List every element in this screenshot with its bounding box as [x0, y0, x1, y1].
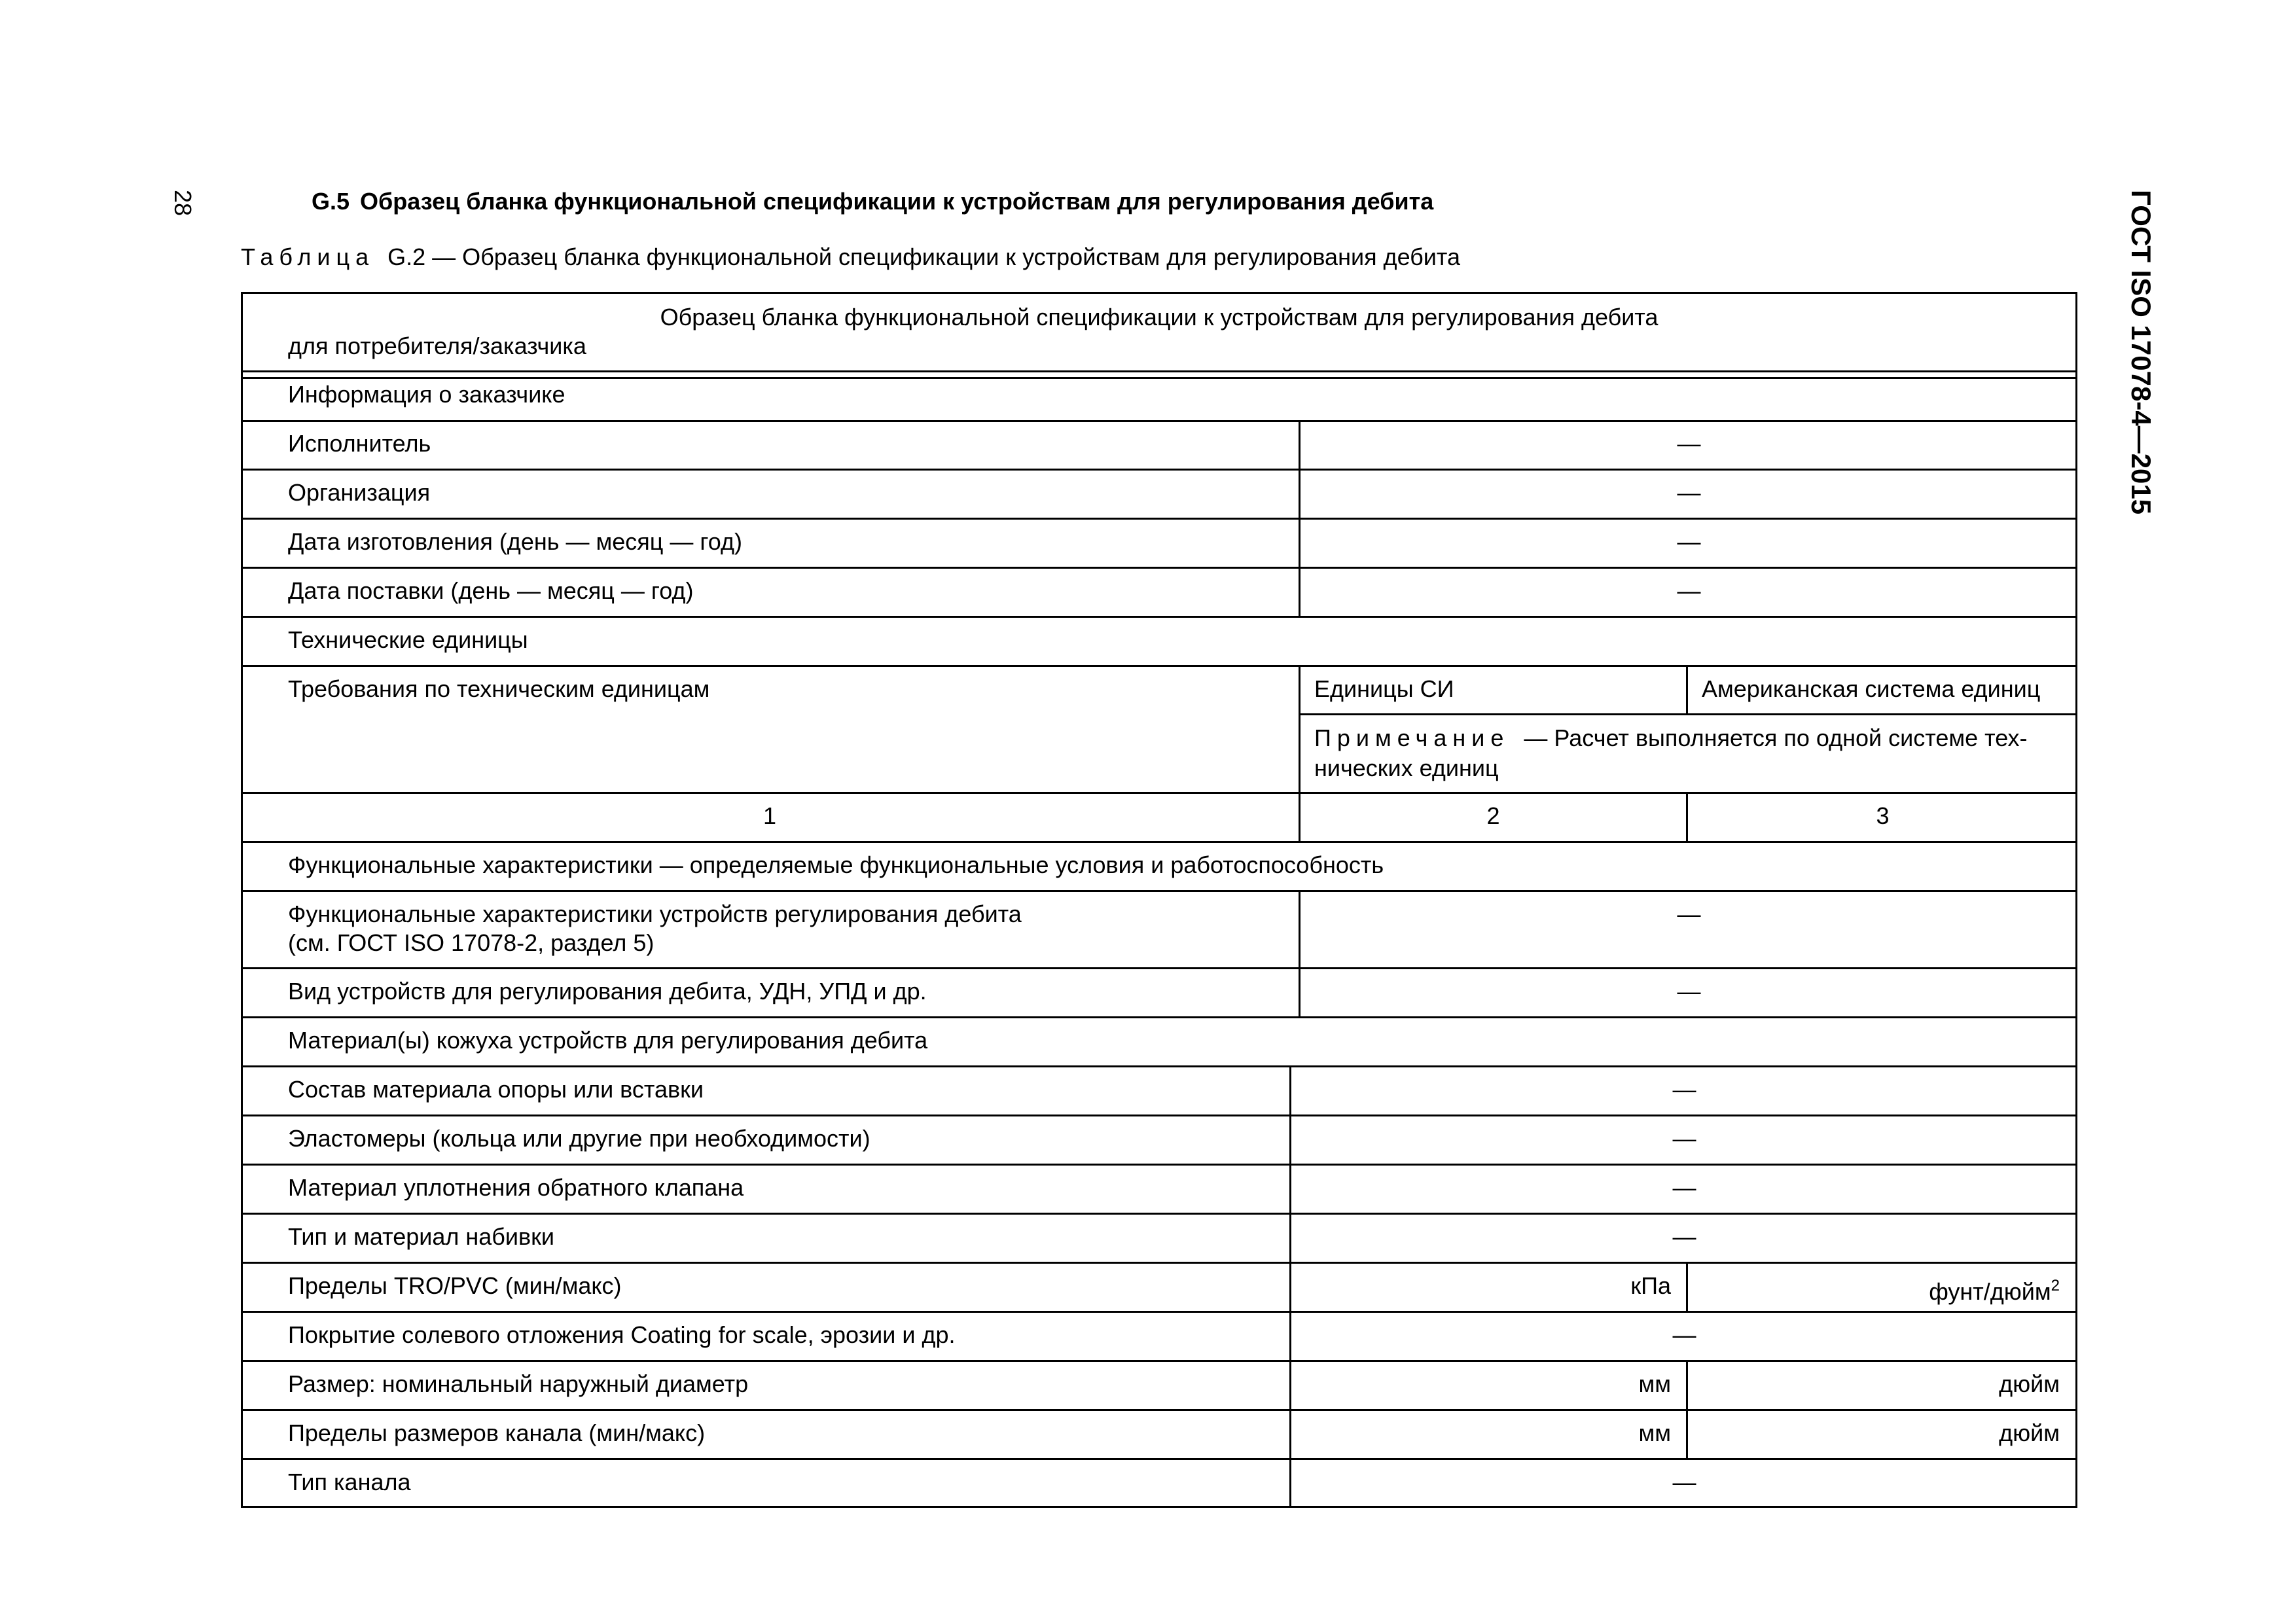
row-divider	[241, 1115, 2077, 1116]
row-divider	[241, 1164, 2077, 1166]
row-divider	[241, 469, 2077, 471]
column-number: 1	[762, 802, 777, 829]
row-label: Эластомеры (кольца или другие при необходимости)	[288, 1125, 870, 1152]
row-divider	[241, 420, 2077, 422]
row-divider	[241, 567, 2077, 569]
row-divider	[241, 1458, 2077, 1460]
row-label: Пределы TRO/PVC (мин/макс)	[288, 1272, 622, 1299]
row-value: —	[1677, 577, 1701, 604]
section-title: Образец бланка функциональной спецификации к устройствам для регулирования дебита	[360, 188, 1434, 215]
page-number: 28	[170, 190, 196, 217]
row-value: —	[1677, 430, 1701, 457]
row-divider	[241, 1311, 2077, 1313]
row-value: —	[1672, 1125, 1696, 1152]
row-divider	[241, 1213, 2077, 1215]
row-label: Дата поставки (день — месяц — год)	[288, 577, 694, 604]
row-value: —	[1672, 1076, 1696, 1103]
row-value: —	[1672, 1223, 1696, 1250]
row-divider	[241, 377, 2077, 379]
functional-row-label-line1: Функциональные характеристики устройств регулирования дебита	[288, 901, 1022, 927]
note-word: Примечание	[1314, 724, 1510, 751]
note-line-1: — Расчет выполняется по одной системе тех-	[1524, 724, 2028, 751]
units-heading: Технические единицы	[288, 626, 528, 653]
row-label: Покрытие солевого отложения Coating for scale, эрозии и др.	[288, 1321, 956, 1348]
row-label: Размер: номинальный наружный диаметр	[288, 1370, 749, 1397]
row-label: Состав материала опоры или вставки	[288, 1076, 704, 1103]
us-unit-value: дюйм	[1999, 1370, 2060, 1397]
table-title: Образец бланка функциональной спецификации к устройствам для регулирования дебита	[660, 304, 1659, 330]
row-value: —	[1677, 901, 1701, 927]
us-unit-text: фунт/дюйм	[1929, 1278, 2051, 1305]
units-requirements-label: Требования по техническим единицам	[288, 675, 710, 702]
table-caption	[241, 243, 1460, 271]
functional-heading: Функциональные характеристики — определяемые функциональные условия и работоспособность	[288, 851, 1384, 878]
row-divider	[241, 518, 2077, 520]
row-label: Вид устройств для регулирования дебита, УДН, УПД и др.	[288, 978, 927, 1005]
si-units-label: Единицы СИ	[1314, 675, 1454, 702]
materials-heading: Материал(ы) кожуха устройств для регулирования дебита	[288, 1027, 928, 1054]
row-label: Материал уплотнения обратного клапана	[288, 1174, 744, 1201]
row-value: —	[1672, 1174, 1696, 1201]
table-caption-text: G.2 — Образец бланка функциональной спецификации к устройствам для регулирования дебита	[387, 243, 1461, 270]
row-label: Пределы размеров канала (мин/макс)	[288, 1419, 706, 1446]
row-value: —	[1672, 1469, 1696, 1495]
row-divider	[241, 1065, 2077, 1067]
row-value: —	[1672, 1321, 1696, 1348]
si-unit-value: кПа	[1630, 1272, 1671, 1299]
si-unit-value: мм	[1638, 1419, 1671, 1446]
row-label: Дата изготовления (день — месяц — год)	[288, 528, 742, 555]
note-line-2: нических единиц	[1314, 755, 1499, 781]
functional-row-label-line2: (см. ГОСТ ISO 17078-2, раздел 5)	[288, 929, 655, 956]
us-unit-value: дюйм	[1999, 1419, 2060, 1446]
row-divider	[241, 1360, 2077, 1362]
column-number: 2	[1486, 802, 1500, 829]
row-divider	[241, 665, 2077, 667]
row-divider	[241, 841, 2077, 843]
row-divider	[241, 1016, 2077, 1018]
row-label: Тип и материал набивки	[288, 1223, 554, 1250]
row-divider	[241, 1409, 2077, 1411]
row-label: Исполнитель	[288, 430, 431, 457]
row-divider	[241, 967, 2077, 969]
table-caption-word: Таблица	[241, 243, 375, 270]
row-divider	[1299, 713, 2077, 715]
section-number: G.5	[312, 188, 350, 215]
table-subtitle: для потребителя/заказчика	[288, 332, 586, 359]
us-units-label: Американская система единиц	[1702, 675, 2041, 702]
row-value: —	[1677, 528, 1701, 555]
row-divider	[241, 616, 2077, 618]
row-divider	[241, 370, 2077, 372]
row-divider	[241, 792, 2077, 794]
row-divider	[241, 1262, 2077, 1264]
customer-info-heading: Информация о заказчике	[288, 381, 565, 408]
row-value: —	[1677, 479, 1701, 506]
row-divider	[241, 890, 2077, 892]
superscript: 2	[2051, 1277, 2060, 1294]
si-unit-value: мм	[1638, 1370, 1671, 1397]
row-label: Организация	[288, 479, 431, 506]
standard-designation: ГОСТ ISO 17078-4—2015	[2126, 190, 2157, 515]
us-unit-value	[1688, 1271, 2060, 1307]
row-label: Тип канала	[288, 1469, 411, 1495]
units-note	[1314, 723, 2027, 753]
row-value: —	[1677, 978, 1701, 1005]
column-number: 3	[1876, 802, 1890, 829]
section-heading	[312, 188, 1433, 215]
column-divider	[1686, 665, 1688, 713]
